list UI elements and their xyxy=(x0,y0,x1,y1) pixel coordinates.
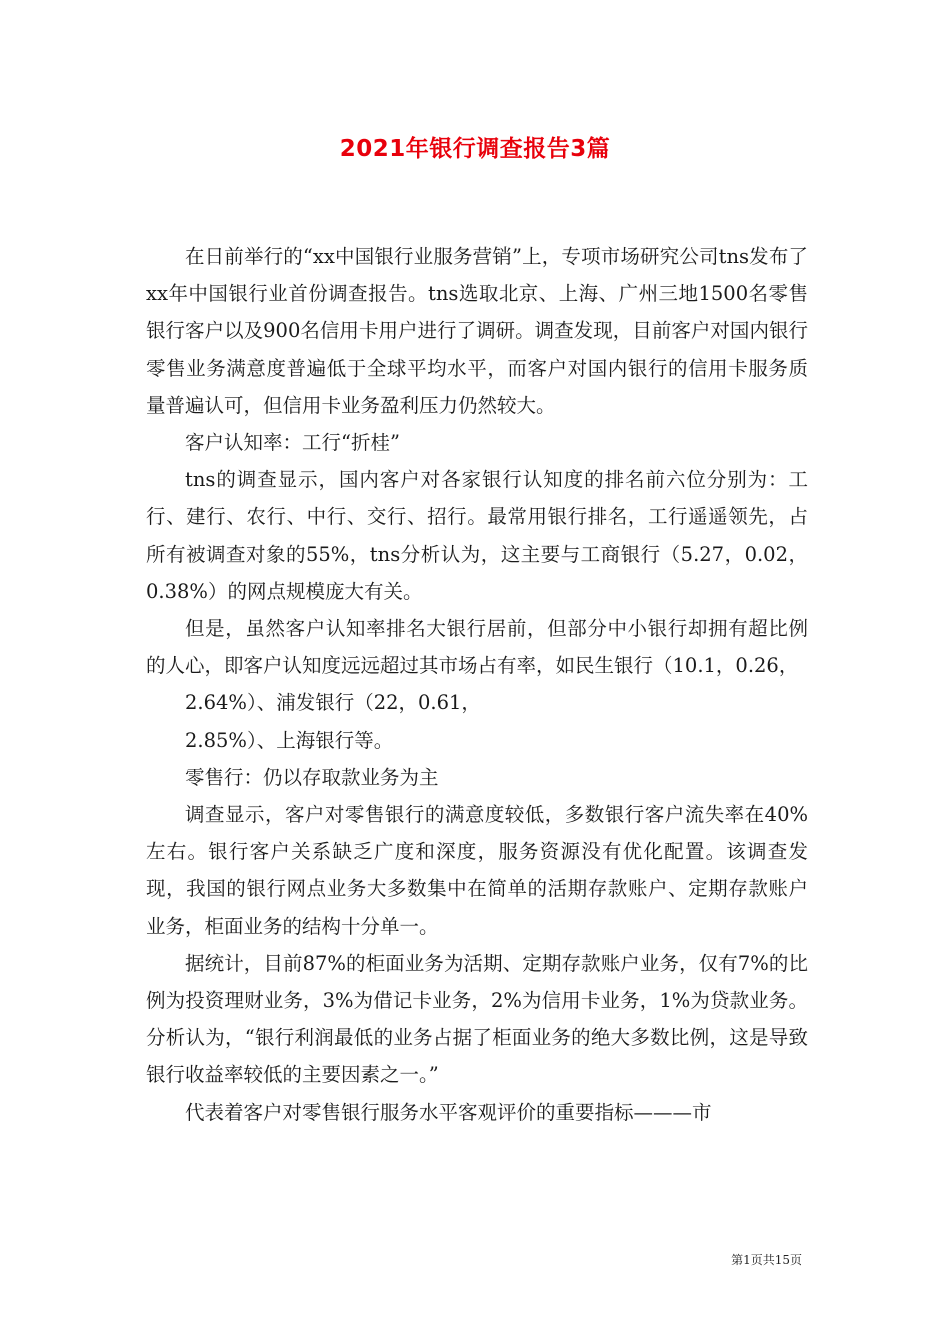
section-heading: 客户认知率：工行“折桂” xyxy=(185,431,400,455)
paragraph: 代表着客户对零售银行服务水平客观评价的重要指标———市 xyxy=(185,1100,712,1124)
section-heading: 零售行：仍以存取款业务为主 xyxy=(185,765,439,789)
paragraph: 调查显示，客户对零售银行的满意度较低，多数银行客户流失率在40%左右。银行客户关系缺乏广度和深度，服务资源没有优化配置。该调查发现，我国的银行网点业务大多数集中在简单的活期存款账户、定期存款账户业务，柜面业务的结构十分单一。 xyxy=(146,803,808,938)
document-body xyxy=(146,238,808,1131)
paragraph: 2.64%）、浦发银行（22，0.61， xyxy=(185,691,481,715)
paragraph: 据统计，目前87%的柜面业务为活期、定期存款账户业务，仅有7%的比例为投资理财业务，3%为借记卡业务，2%为信用卡业务，1%为贷款业务。分析认为，“银行利润最低的业务占据了柜面业务的绝大多数比例，这是导致银行收益率较低的主要因素之一。” xyxy=(146,951,808,1087)
paragraph: tns的调查显示，国内客户对各家银行认知度的排名前六位分别为：工行、建行、农行、中行、交行、招行。最常用银行排名，工行遥遥领先，占所有被调查对象的55%，tns分析认为，这主要与工商银行（5.27，0.02，0.38%）的网点规模庞大有关。 xyxy=(146,468,808,603)
page-number-footer: 第1页共15页 xyxy=(731,1253,802,1267)
paragraph: 2.85%）、上海银行等。 xyxy=(185,728,394,752)
paragraph: 在日前举行的“xx中国银行业服务营销”上，专项市场研究公司tns发布了xx年中国银行业首份调查报告。tns选取北京、上海、广州三地1500名零售银行客户以及900名信用卡用户进行了调研。调查发现，目前客户对国内银行零售业务满意度普遍低于全球平均水平，而客户对国内银行的信用卡服务质量普遍认可，但信用卡业务盈利压力仍然较大。 xyxy=(146,245,808,417)
page-title: 2021年银行调查报告3篇 xyxy=(339,136,611,162)
paragraph: 但是，虽然客户认知率排名大银行居前，但部分中小银行却拥有超比例的人心，即客户认知度远远超过其市场占有率，如民生银行（10.1，0.26， xyxy=(146,617,808,678)
